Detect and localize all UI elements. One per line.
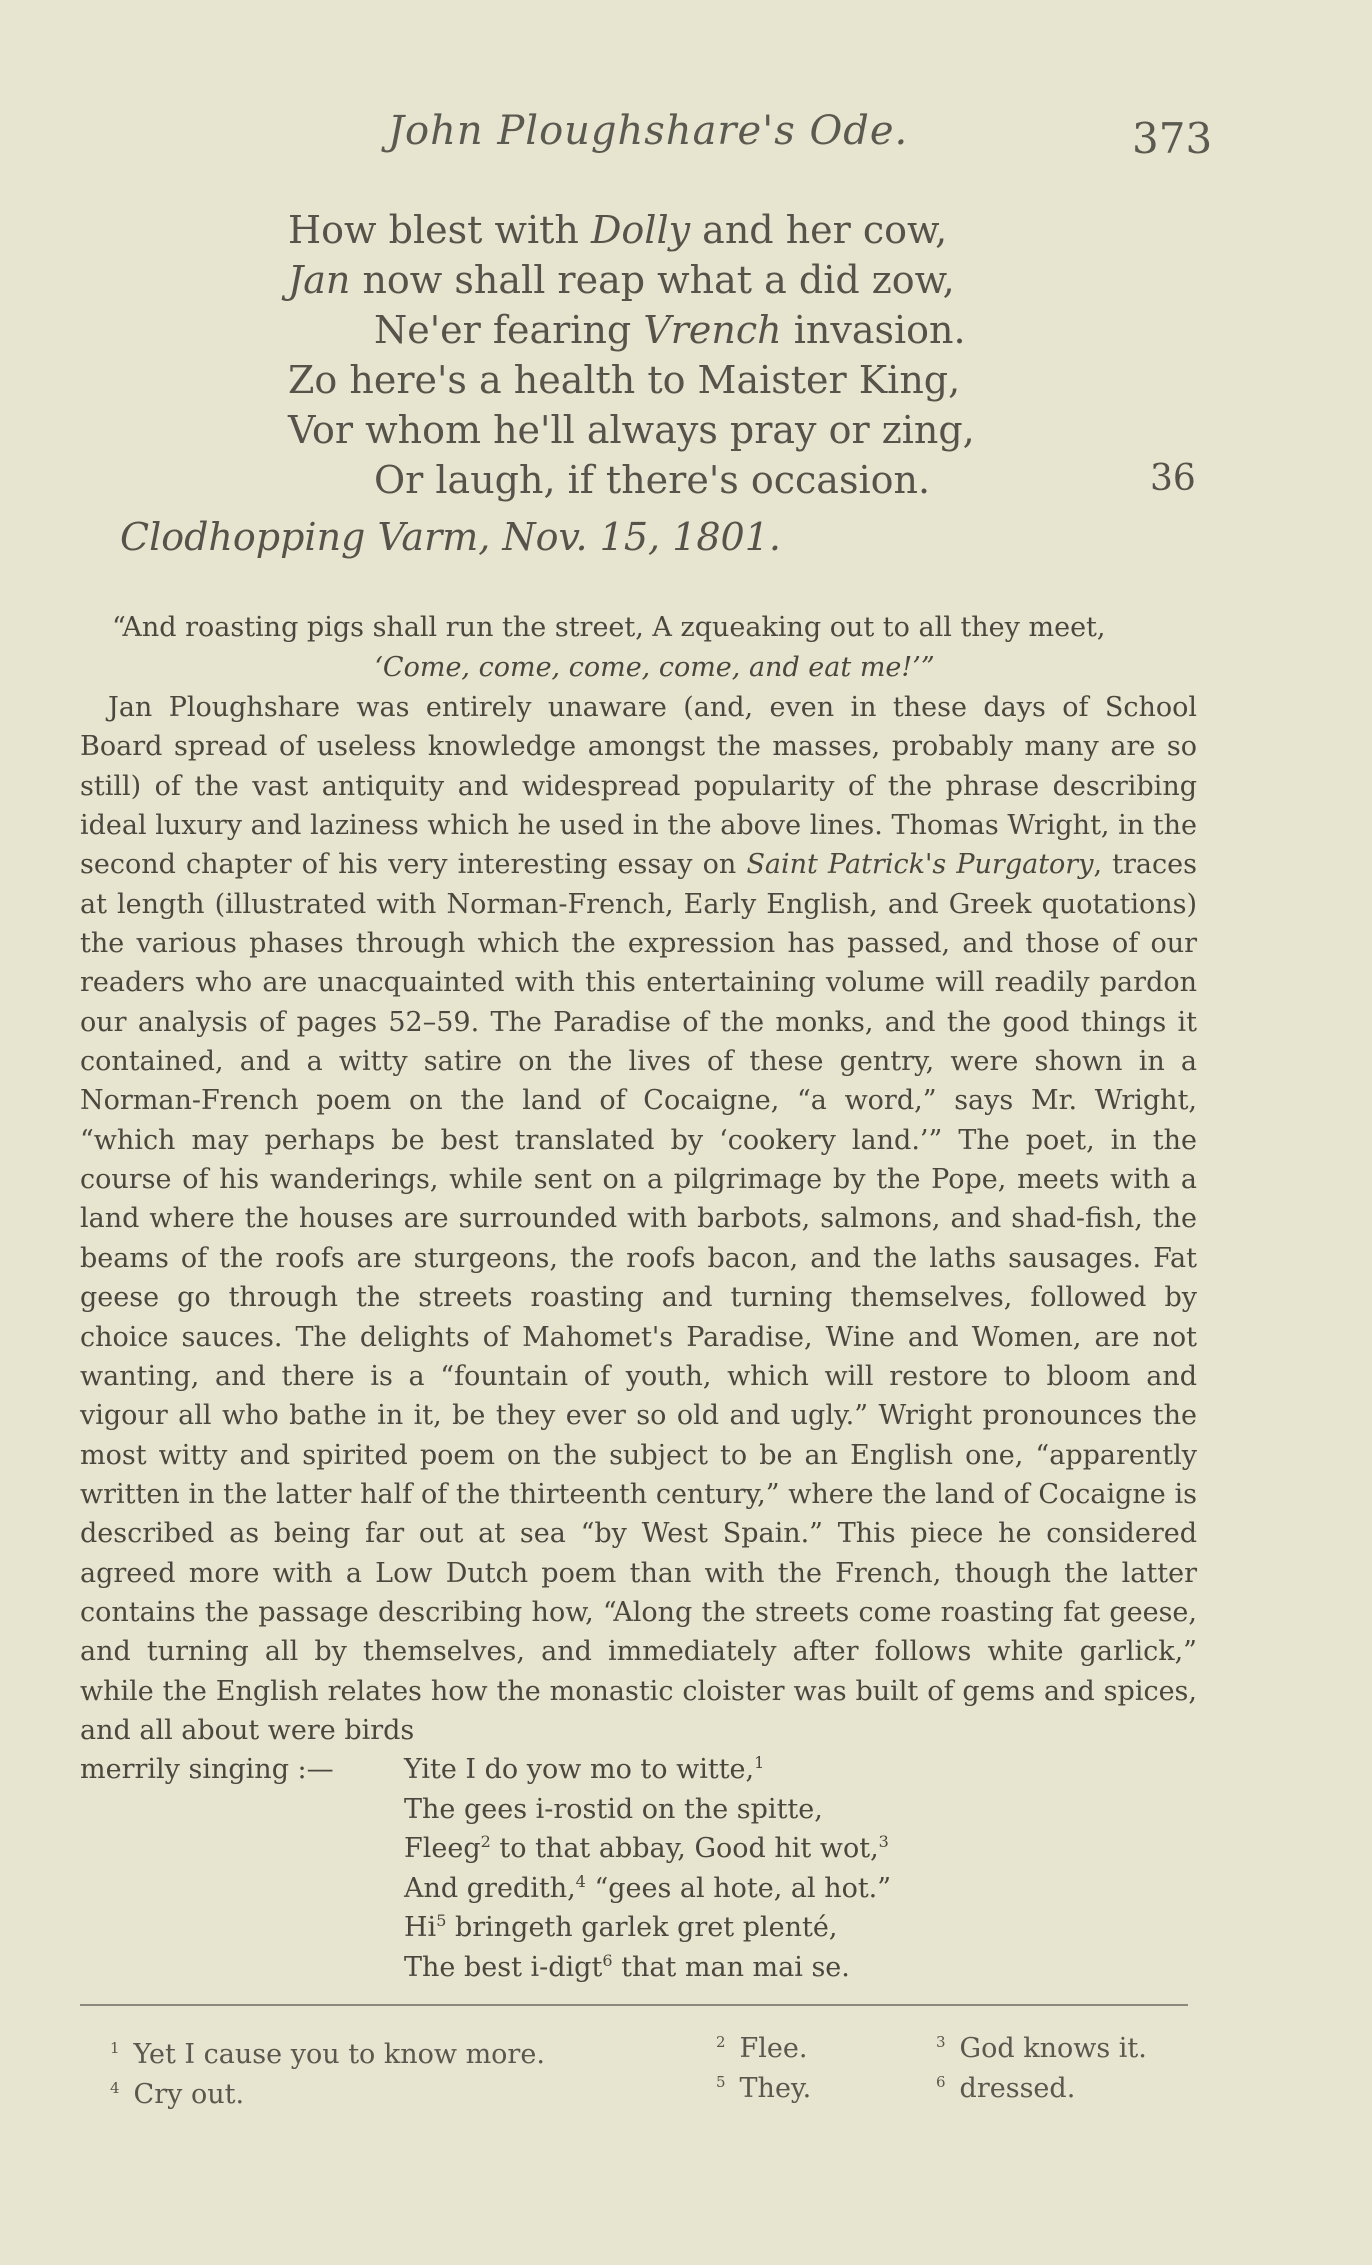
epigraph-line: ‘Come, come, come, come, and eat me!’” — [374, 652, 935, 683]
footnote-ref[interactable]: 5 — [436, 1911, 447, 1930]
epigraph-quote — [112, 608, 1197, 688]
quotation-line: Yite I do yow mo to witte,$^1$ — [404, 1753, 765, 1785]
quotation-line: The gees i-rostid on the spitte, — [404, 1793, 823, 1825]
poem-stanza — [288, 205, 975, 505]
book-title: Saint Patrick's Purgatory — [746, 849, 1094, 881]
quotation-line: And gredith,$^4$ “gees al hote, al hot.” — [404, 1871, 892, 1904]
footnote: $^1$ Yet I cause you to know more. — [110, 2039, 545, 2070]
footnote-ref[interactable]: 4 — [575, 1871, 586, 1891]
running-title: John Ploughshare's Ode. — [388, 108, 909, 154]
poem-line: How blest with Dolly and her cow, — [288, 208, 948, 252]
page-number: 373 — [1132, 114, 1213, 163]
footnote: $^6$ dressed. — [936, 2073, 1076, 2104]
poem-line: Jan now shall reap what a did zow, — [288, 258, 955, 302]
footnote-ref[interactable]: 1 — [754, 1753, 765, 1772]
footnote-ref[interactable]: 2 — [480, 1832, 491, 1851]
quotation-lines — [404, 1750, 891, 1987]
epigraph-line: “And roasting pigs shall run the street, A zqueaking out to all they meet, — [112, 612, 1106, 643]
poem-dateline: Clodhopping Varm, Nov. 15, 1801. — [120, 515, 781, 559]
quotation-line: Fleeg$^2$ to that abbay, Good hit wot,$^3$ — [404, 1832, 889, 1864]
poem-line: Zo here's a health to Maister King, — [288, 358, 961, 402]
quotation-line: The best i-digt$^6$ that man mai se. — [404, 1950, 850, 1983]
quotation-lead-in: merrily singing :— — [80, 1754, 334, 1785]
footnote-ref[interactable]: 6 — [602, 1950, 613, 1970]
poem-line: Ne'er fearing Vrench invasion. — [374, 308, 966, 352]
poem-line: Vor whom he'll always pray or zing, — [288, 408, 975, 452]
body-paragraph: Jan Ploughshare was entirely unaware (and, even in these days of School Board spread of useless knowledge amongst the masses, probably many are so still) of the vast antiquity and widespread popularity of the phrase describing ideal luxury and laziness which he used in the above lines. Thomas Wright, in the second chapter of his very interesting essay on Saint Patrick's Purgatory, traces at length (illustrated with Norman-French, Early English, and Greek quotations) the various phases through which the expression has passed, and those of our readers who are unacquainted with this entertaining volume will readily pardon our analysis of pages 52–59. The Paradise of the monks, and the good things it contained, and a witty satire on the lives of these gentry, were shown in a Norman-French poem on the land of Cocaigne, “a word,” says Mr. Wright, “which may perhaps be best translated by ‘cookery land.’” The poet, in the course of his wanderings, while sent on a pilgrimage by the Pope, meets with a land where the houses are surrounded with barbots, salmons, and shad-fish, the beams of the roofs are sturgeons, the roofs bacon, and the laths sausages. Fat geese go through the streets roasting and turning themselves, followed by choice sauces. The delights of Mahomet's Paradise, Wine and Women, are not wanting, and there is a “fountain of youth, which will restore to bloom and vigour all who bathe in it, be they ever so old and ugly.” Wright pronounces the most witty and spirited poem on the subject to be an English one, “apparently written in the latter half of the thirteenth century,” where the land of Cocaigne is described as being far out at sea “by West Spain.” This piece he considered agreed more with a Low Dutch poem than with the French, though the latter contains the passage describing how, “Along the streets come roasting fat geese, and turning all by themselves, and immediately after follows white garlick,” while the English relates how the monastic cloister was built of gems and spices, and all about were birds — [80, 692, 1197, 1746]
footnote: $^4$ Cry out. — [110, 2079, 245, 2110]
quotation-line: Hi$^5$ bringeth garlek gret plenté, — [404, 1911, 838, 1943]
footnote: $^3$ God knows it. — [936, 2033, 1147, 2064]
stanza-number: 36 — [1150, 458, 1196, 499]
poem-line: Or laugh, if there's occasion. — [374, 458, 931, 502]
footnote-divider — [80, 2004, 1188, 2006]
footnote: $^5$ They. — [716, 2073, 812, 2104]
footnote: $^2$ Flee. — [716, 2033, 808, 2064]
footnote-ref[interactable]: 3 — [878, 1832, 889, 1851]
